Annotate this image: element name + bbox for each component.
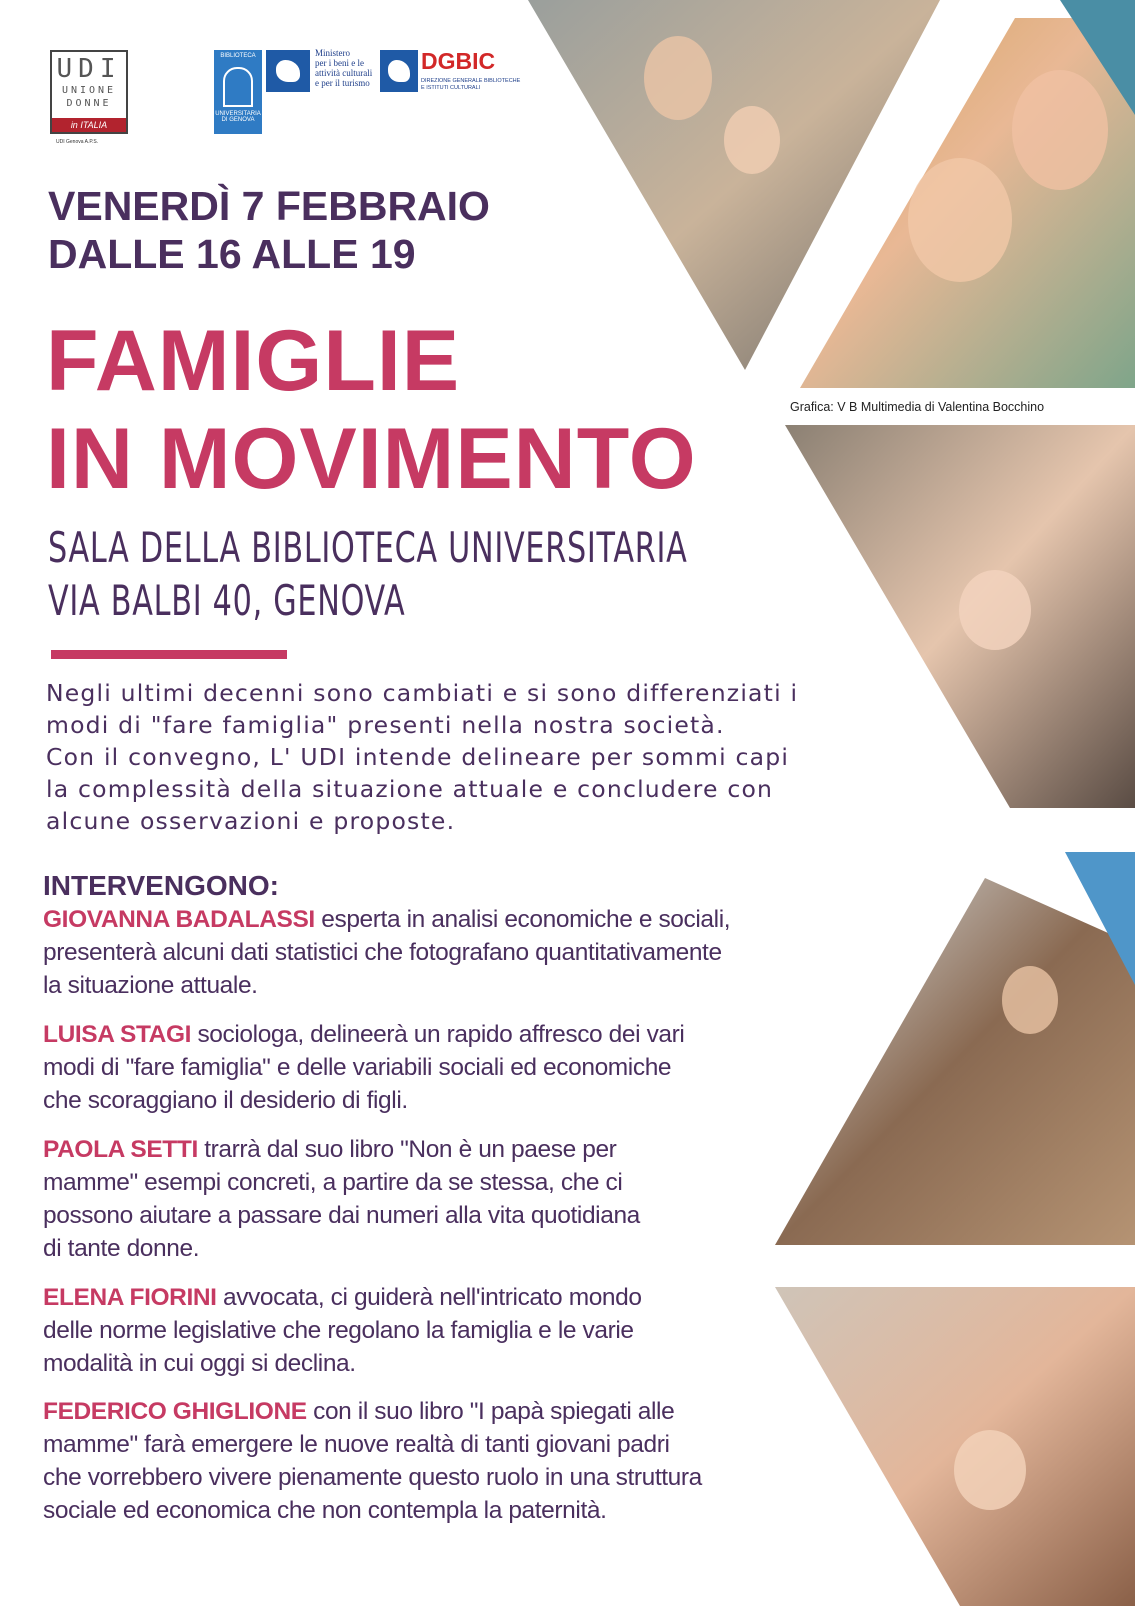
ministero-line: attività culturali — [315, 68, 373, 78]
speaker-name: LUISA STAGI — [43, 1021, 192, 1048]
graphic-credit: Grafica: V B Multimedia di Valentina Bocchino — [790, 400, 1045, 414]
speaker-entry — [43, 1133, 893, 1265]
speaker-name: FEDERICO GHIGLIONE — [43, 1398, 307, 1425]
speaker-name: PAOLA SETTI — [43, 1136, 198, 1163]
venue-name: SALA DELLA BIBLIOTECA UNIVERSITARIA — [48, 523, 688, 572]
girl-face-shape — [954, 1430, 1026, 1510]
event-date: VENERDÌ 7 FEBBRAIO — [48, 183, 490, 229]
udi-logo-line1: UNIONE — [61, 85, 117, 96]
speaker-text: sociologa, delineerà un rapido affresco dei vari — [191, 1021, 685, 1048]
speaker-text: che scoraggiano il desiderio di figli. — [43, 1087, 408, 1114]
ministero-text — [315, 48, 385, 88]
building-icon — [223, 67, 253, 107]
event-time: DALLE 16 ALLE 19 — [48, 231, 416, 277]
dgbic-mark — [380, 50, 418, 92]
event-title-line1: FAMIGLIE — [46, 313, 461, 409]
venue-address: VIA BALBI 40, GENOVA — [48, 576, 406, 625]
udi-logo — [50, 50, 128, 134]
boy-face-shape — [908, 158, 1012, 282]
speaker-text: mamme" esempi concreti, a partire da se stessa, che ci — [43, 1169, 623, 1196]
speaker-entry — [43, 1018, 893, 1117]
mother-face-shape — [644, 36, 712, 120]
baby-face-shape — [959, 570, 1031, 650]
mibact-logo — [266, 50, 310, 92]
ministero-line: e per il turismo — [315, 78, 370, 88]
intro-line: alcune osservazioni e proposte. — [46, 807, 456, 835]
speaker-text: esperta in analisi economiche e sociali, — [314, 906, 731, 933]
ministero-line: per i beni e le — [315, 58, 364, 68]
dgbic-subtitle: DIREZIONE GENERALE BIBLIOTECHE E ISTITUTI CULTURALI — [421, 78, 521, 91]
biblioteca-logo — [214, 50, 262, 134]
accent-divider — [51, 650, 287, 659]
speaker-text: avvocata, ci guiderà nell'intricato mondo — [216, 1284, 642, 1311]
woman-face-shape — [1002, 966, 1058, 1034]
speaker-entry — [43, 903, 893, 1002]
speaker-text: modalità in cui oggi si declina. — [43, 1350, 356, 1377]
udi-caption: UDI Genova A.P.S. — [56, 139, 99, 145]
udi-logo-line2: DONNE — [66, 98, 112, 109]
speaker-text: sociale ed economica che non contempla la paternità. — [43, 1497, 607, 1524]
speaker-text: presenterà alcuni dati statistici che fotografano quantitativamente — [43, 939, 722, 966]
intro-line: la complessità della situazione attuale e concludere con — [46, 775, 774, 803]
speaker-text: di tante donne. — [43, 1235, 200, 1262]
intro-line: Con il convegno, L' UDI intende delineare per sommi capi — [46, 743, 790, 771]
man-face-shape — [1012, 70, 1108, 190]
speaker-text: che vorrebbero vivere pienamente questo ruolo in una struttura — [43, 1464, 702, 1491]
speaker-text: mamme" farà emergere le nuove realtà di tanti giovani padri — [43, 1431, 670, 1458]
dgbic-logo: DGBIC — [421, 48, 496, 74]
biblioteca-logo-bottom: UNIVERSITARIA DI GENOVA — [215, 111, 261, 123]
intro-line: modi di "fare famiglia" presenti nella nostra società. — [46, 711, 725, 739]
speaker-entry — [43, 1281, 893, 1380]
udi-logo-letters: UDI — [56, 54, 122, 84]
speaker-name: ELENA FIORINI — [43, 1284, 217, 1311]
ministero-line: Ministero — [315, 48, 350, 58]
speaker-name: GIOVANNA BADALASSI — [43, 906, 315, 933]
speaker-text: possono aiutare a passare dai numeri alla vita quotidiana — [43, 1202, 640, 1229]
udi-logo-bar: in ITALIA — [52, 118, 126, 132]
biblioteca-logo-top: BIBLIOTECA — [220, 53, 256, 59]
speakers-heading: INTERVENGONO: — [43, 870, 279, 901]
speaker-text: trarrà dal suo libro "Non è un paese per — [197, 1136, 617, 1163]
intro-line: Negli ultimi decenni sono cambiati e si sono differenziati i — [46, 679, 799, 707]
speaker-entry — [43, 1395, 893, 1527]
intro-paragraph — [46, 677, 916, 837]
speaker-text: modi di "fare famiglia" e delle variabili sociali ed economiche — [43, 1054, 672, 1081]
speaker-text: delle norme legislative che regolano la famiglia e le varie — [43, 1317, 634, 1344]
event-title-line2: IN MOVIMENTO — [46, 411, 697, 507]
daughter-face-shape — [724, 106, 780, 174]
speaker-text: la situazione attuale. — [43, 972, 258, 999]
speaker-text: con il suo libro "I papà spiegati alle — [306, 1398, 675, 1425]
